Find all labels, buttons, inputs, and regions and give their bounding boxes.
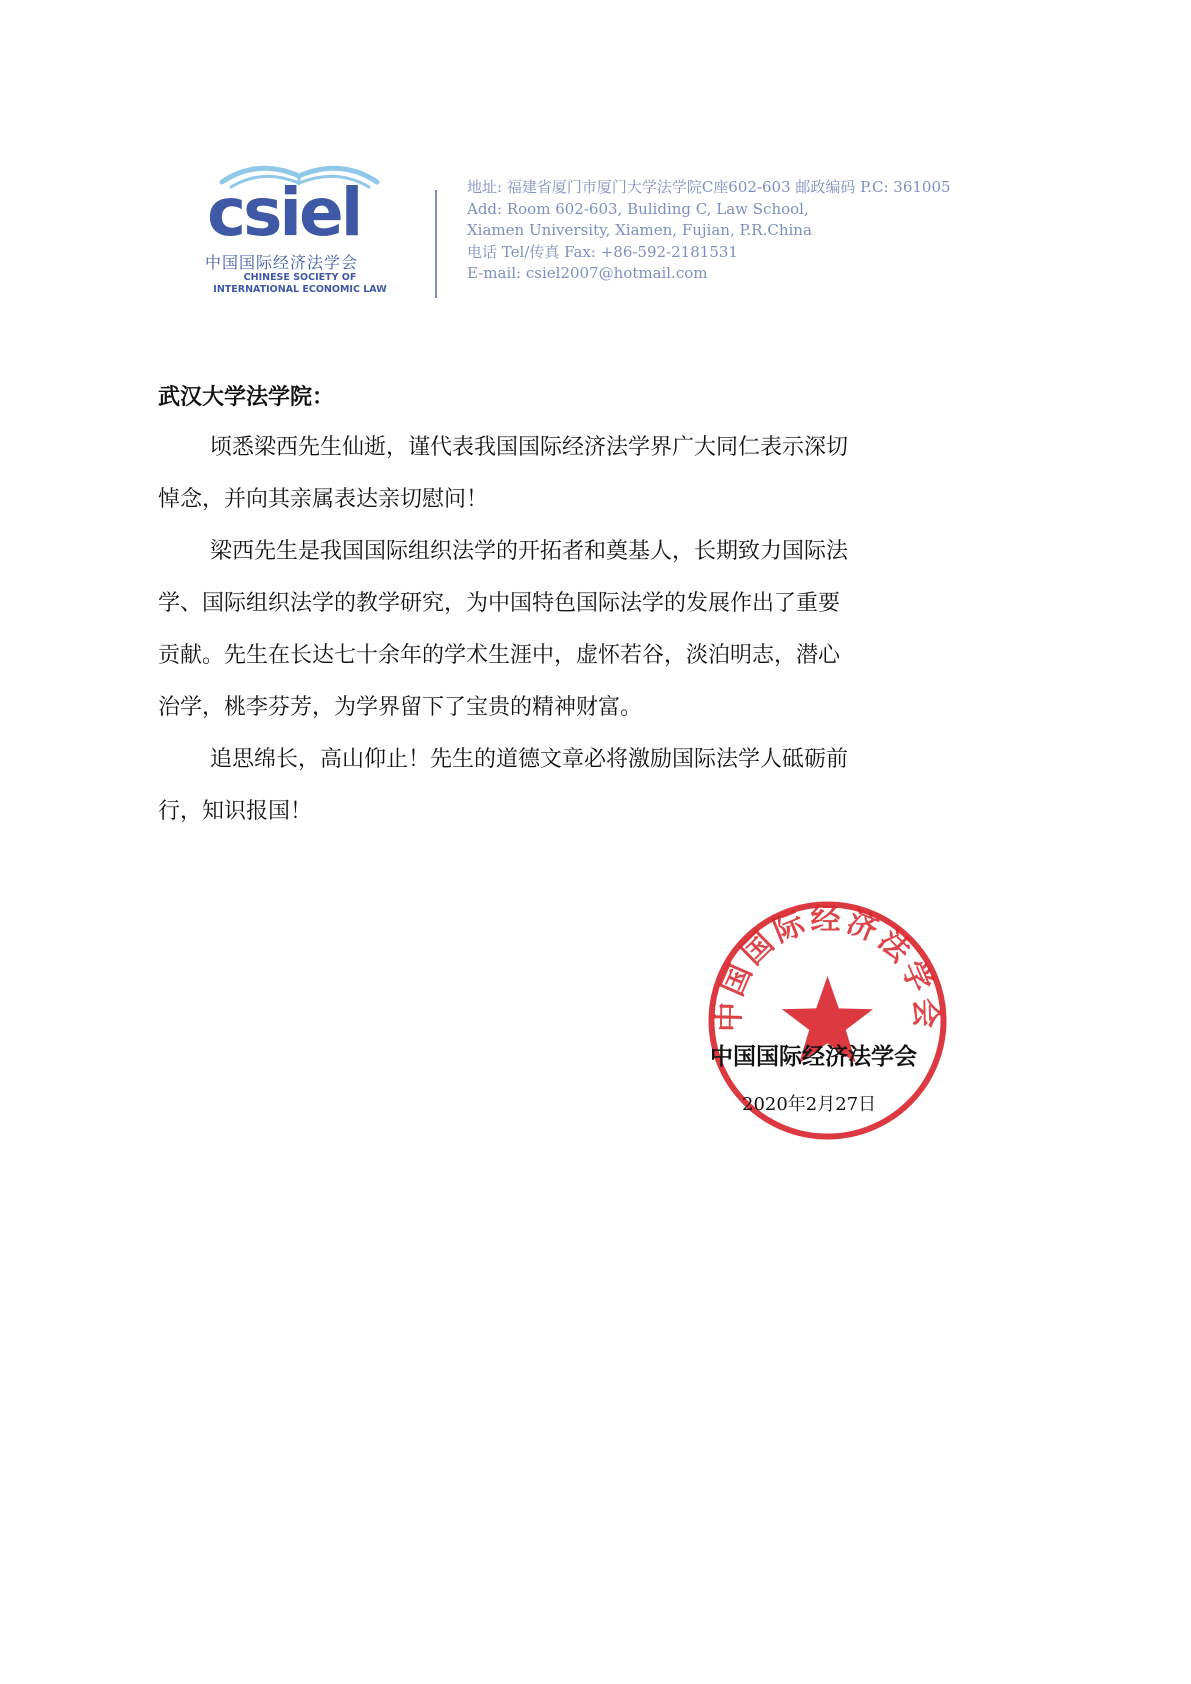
paragraph-condolence <box>158 422 968 526</box>
address-en-line1: Add: Room 602-603, Buliding C, Law School, <box>467 199 809 218</box>
paragraph-line: 治学，桃李芬芳，为学界留下了宝贵的精神财富。 <box>158 695 643 720</box>
signature-date: 2020年2月27日 <box>742 1094 877 1115</box>
paragraph-line: 学、国际组织法学的教学研究，为中国特色国际法学的发展作出了重要 <box>158 591 841 616</box>
paragraph-tribute <box>158 526 968 734</box>
paragraph-line: 贡献。先生在长达七十余年的学术生涯中，虚怀若谷，淡泊明志，潜心 <box>158 643 841 668</box>
address-en-line2: Xiamen University, Xiamen, Fujian, P.R.China <box>467 221 812 239</box>
seal-ring-text: 中国国际经济法学会 <box>712 902 943 1033</box>
logo-name-cn: 中国国际经济法学会 <box>205 253 359 272</box>
paragraph-line: 顷悉梁西先生仙逝，谨代表我国国际经济法学界广大同仁表示深切 <box>210 435 849 460</box>
paragraph-line: 追思绵长，高山仰止！先生的道德文章必将激励国际法学人砥砺前 <box>210 747 849 772</box>
logo-wordmark: csiel <box>207 174 361 251</box>
logo-name-en-line2: INTERNATIONAL ECONOMIC LAW <box>213 284 387 295</box>
phone-fax: 电话 Tel/传真 Fax: +86-592-2181531 <box>467 242 738 261</box>
email: E-mail: csiel2007@hotmail.com <box>467 264 708 282</box>
signature-organization: 中国国际经济法学会 <box>710 1044 917 1070</box>
csiel-logo <box>205 150 405 300</box>
letterhead <box>205 150 1035 300</box>
address-cn: 地址: 福建省厦门市厦门大学法学院C座602-603 邮政编码 P.C: 361005 <box>467 178 951 196</box>
paragraph-line: 行，知识报国！ <box>158 799 313 824</box>
contact-info <box>467 177 951 285</box>
letterhead-divider <box>435 190 437 298</box>
logo-name-en-line1: CHINESE SOCIETY OF <box>243 272 357 283</box>
paragraph-closing <box>158 734 968 838</box>
paragraph-line: 梁西先生是我国国际组织法学的开拓者和奠基人，长期致力国际法 <box>210 539 849 564</box>
salutation: 武汉大学法学院： <box>158 385 335 410</box>
paragraph-line: 悼念，并向其亲属表达亲切慰问！ <box>158 487 489 512</box>
